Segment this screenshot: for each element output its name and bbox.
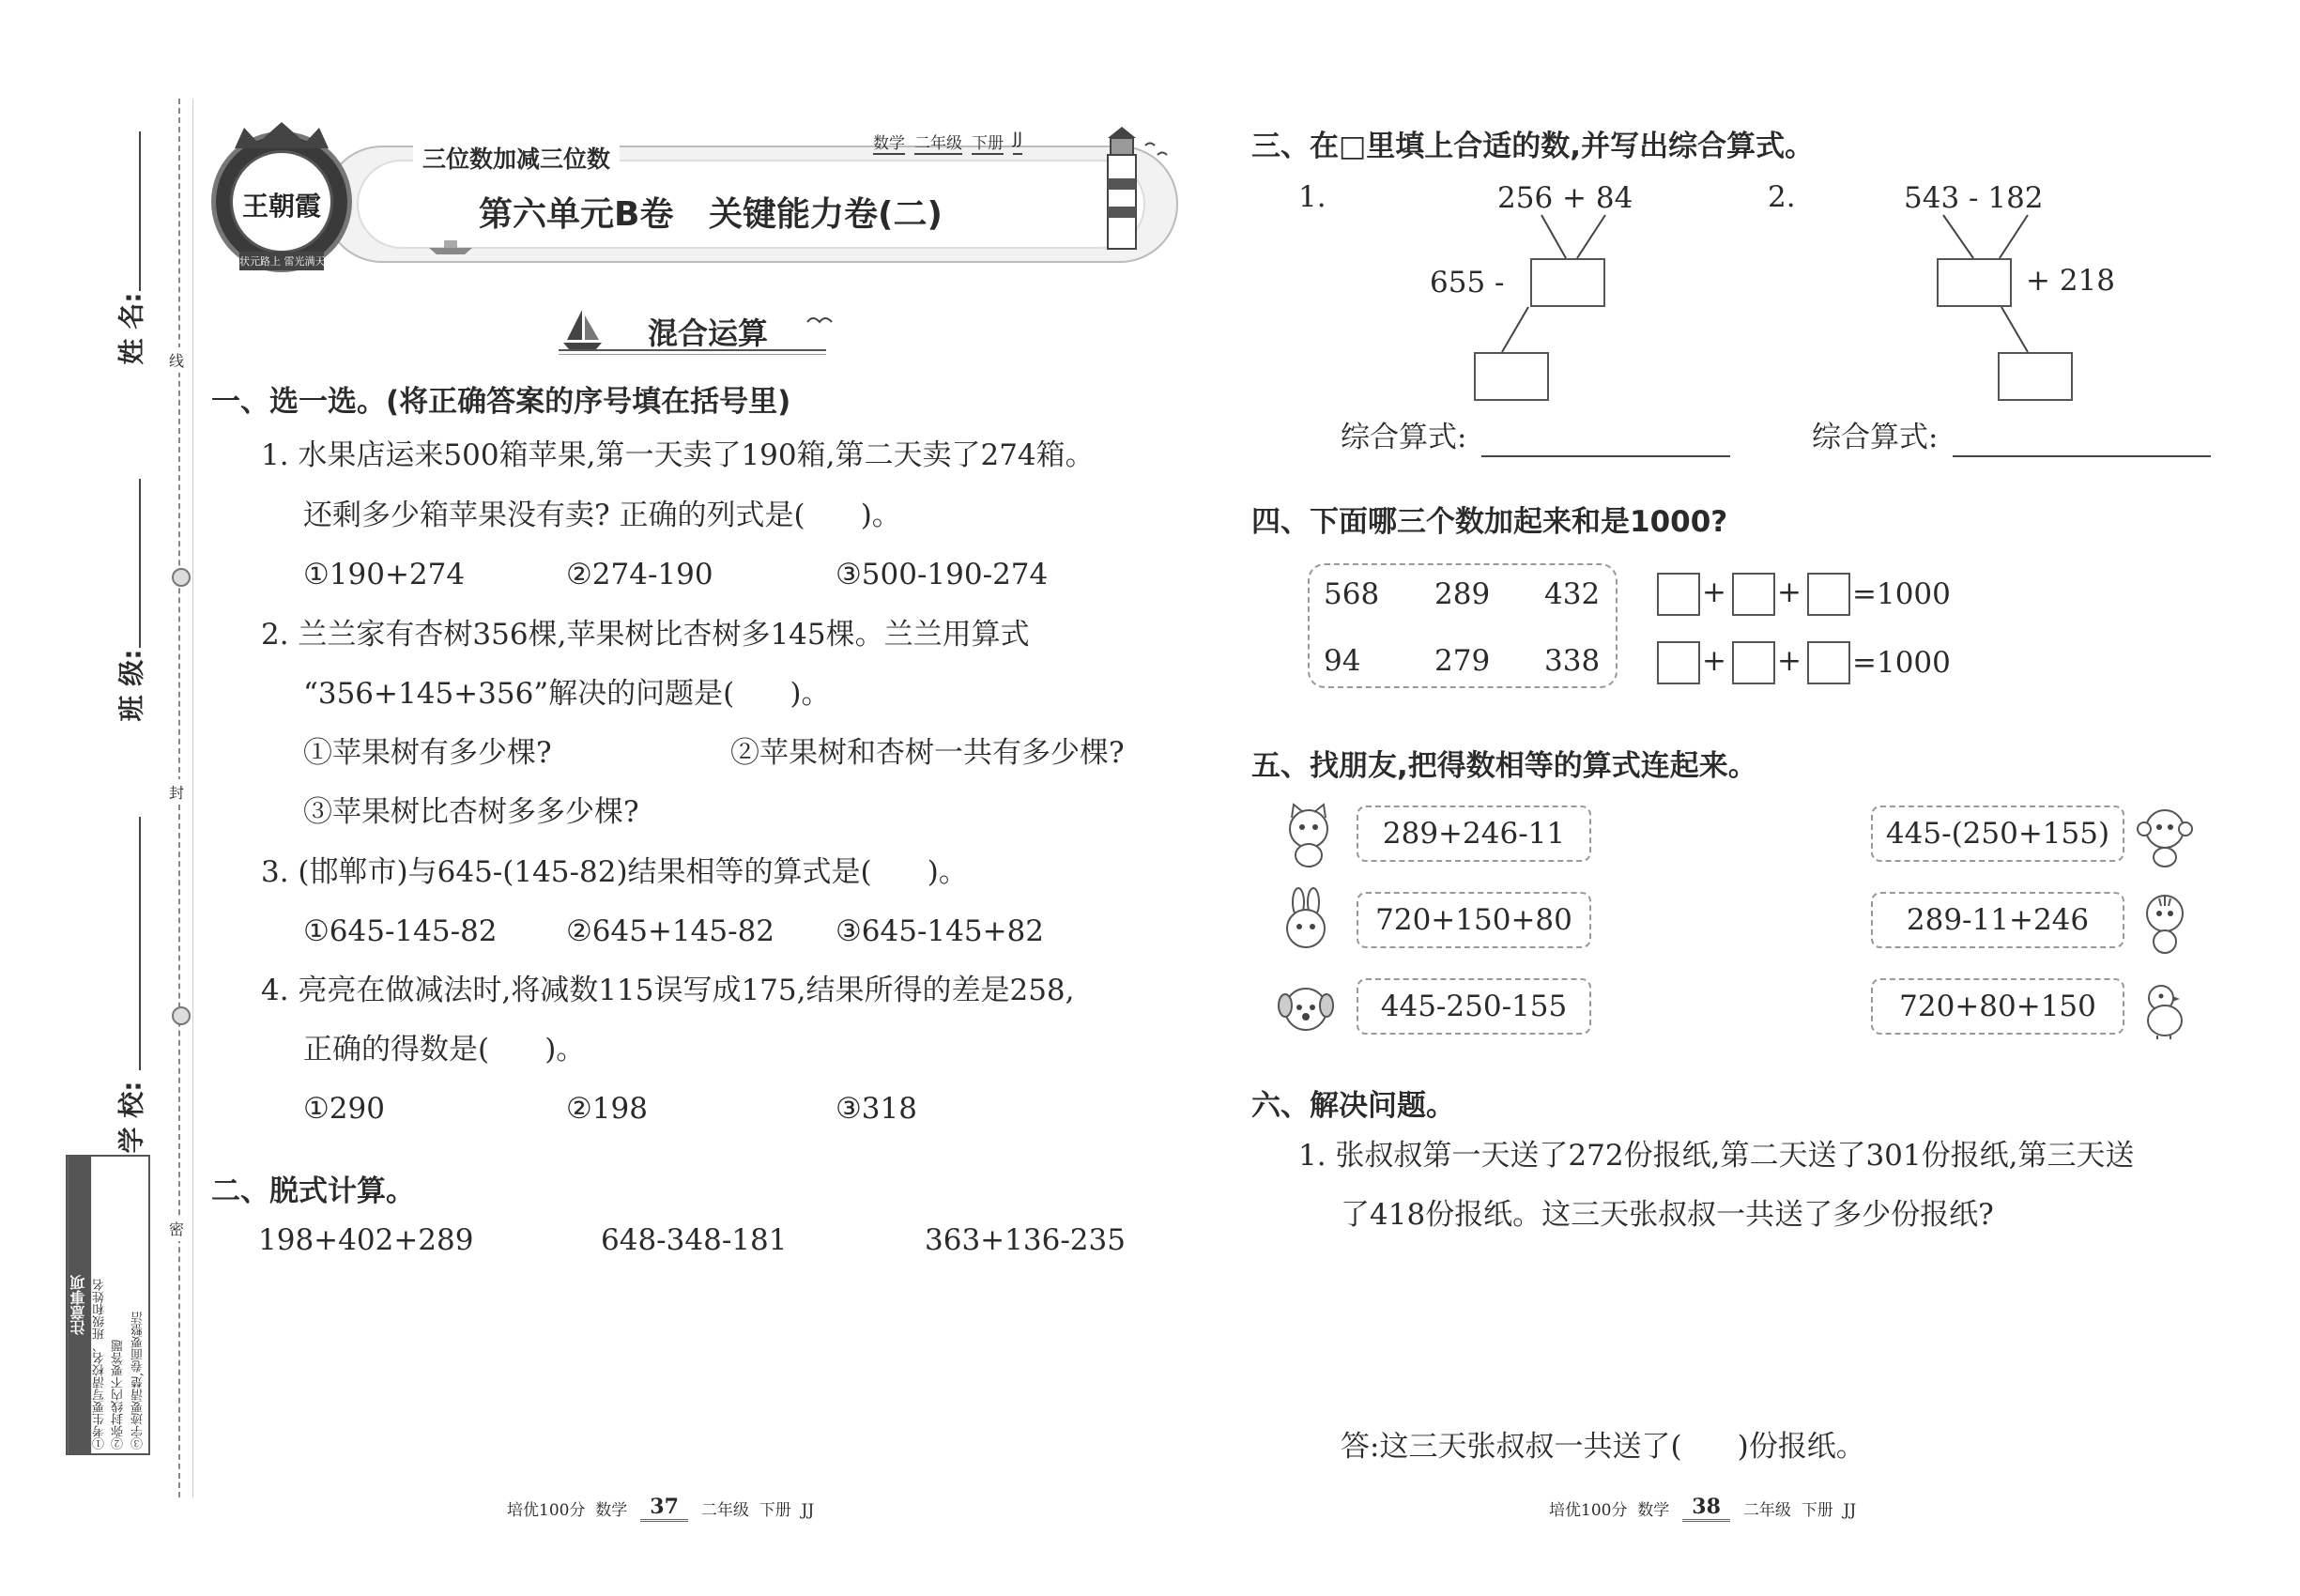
eq1-plus-1: + bbox=[1702, 575, 1726, 609]
p3-box-1b[interactable] bbox=[1474, 352, 1549, 401]
unit-topic: 三位数加减三位数 bbox=[413, 141, 620, 175]
q2-option-3[interactable]: ③苹果树比杏树多多少棵? bbox=[303, 795, 639, 829]
section-banner: 混合运算 bbox=[648, 315, 769, 351]
calc-expr-1[interactable]: 198+402+289 bbox=[258, 1223, 474, 1257]
lighthouse-icon bbox=[1075, 127, 1188, 258]
eq1-box-1[interactable] bbox=[1657, 573, 1700, 616]
monkey-icon bbox=[2131, 801, 2199, 868]
eq1-plus-2: + bbox=[1777, 575, 1802, 609]
footer-left-text2: 二年级 下册 JJ bbox=[700, 1501, 815, 1520]
logo-crown-icon bbox=[230, 120, 333, 150]
notice-item-3: ③字迹要清楚,卷面要整洁 bbox=[130, 1311, 146, 1450]
school-label: 学 校: bbox=[115, 1081, 147, 1154]
subject-tags bbox=[873, 130, 1022, 155]
p3-formula-label-1: 综合算式: bbox=[1341, 421, 1467, 454]
tag-volume: 下册 bbox=[972, 130, 1004, 155]
tag-subject: 数学 bbox=[873, 130, 905, 155]
name-blank[interactable] bbox=[139, 131, 141, 291]
q1-option-1[interactable]: ①190+274 bbox=[303, 558, 466, 591]
q1-option-3[interactable]: ③500-190-274 bbox=[836, 558, 1049, 591]
rabbit-icon bbox=[1272, 887, 1340, 955]
footer-right-text1: 培优100分 数学 bbox=[1549, 1501, 1670, 1520]
q4-line1: 4. 亮亮在做减法时,将减数115误写成175,结果所得的差是258, bbox=[261, 974, 1075, 1007]
part1-heading: 一、选一选。(将正确答案的序号填在括号里) bbox=[211, 385, 791, 419]
q1-option-2[interactable]: ②274-190 bbox=[566, 558, 713, 591]
q1-line1: 1. 水果店运来500箱苹果,第一天卖了190箱,第二天卖了274箱。 bbox=[261, 438, 1095, 472]
bird-icon bbox=[805, 313, 834, 328]
match-left-2[interactable]: 720+150+80 bbox=[1357, 892, 1591, 948]
tag-edition: JJ bbox=[1013, 130, 1022, 155]
q2-line2[interactable]: “356+145+356”解决的问题是( )。 bbox=[303, 677, 831, 711]
binding-divider bbox=[192, 99, 193, 1497]
eq2-plus-1: + bbox=[1702, 644, 1726, 678]
footer-left-page: 37 bbox=[640, 1495, 688, 1522]
p3-box-1a[interactable] bbox=[1530, 258, 1605, 307]
pool-number-4[interactable]: 94 bbox=[1324, 644, 1361, 678]
q3-option-1[interactable]: ①645-145-82 bbox=[303, 914, 498, 948]
eq2-result: =1000 bbox=[1852, 646, 1951, 680]
p3-box-2b[interactable] bbox=[1998, 352, 2073, 401]
pool-number-2[interactable]: 289 bbox=[1434, 577, 1491, 611]
match-right-1[interactable]: 445-(250+155) bbox=[1871, 806, 2124, 862]
p6-q1-line1: 1. 张叔叔第一天送了272份报纸,第二天送了301份报纸,第三天送 bbox=[1298, 1139, 2135, 1173]
class-label: 班 级: bbox=[115, 649, 147, 722]
p3-formula-label-2: 综合算式: bbox=[1812, 421, 1939, 454]
sailboat-icon bbox=[561, 308, 604, 350]
boat-icon bbox=[427, 237, 474, 255]
q2-line1: 2. 兰兰家有杏树356棵,苹果树比杏树多145棵。兰兰用算式 bbox=[261, 618, 1030, 652]
pool-number-3[interactable]: 432 bbox=[1544, 577, 1601, 611]
eq2-box-1[interactable] bbox=[1657, 641, 1700, 684]
eq1-box-3[interactable] bbox=[1807, 573, 1850, 616]
notice-box bbox=[66, 1155, 150, 1455]
footer-right bbox=[1549, 1495, 1856, 1522]
q3-option-2[interactable]: ②645+145-82 bbox=[566, 914, 775, 948]
eq1-box-2[interactable] bbox=[1732, 573, 1775, 616]
chick-icon bbox=[2131, 974, 2199, 1041]
notice-item-2: ②弥封线内不要答题 bbox=[112, 1340, 127, 1450]
q4-line2[interactable]: 正确的得数是( )。 bbox=[303, 1033, 586, 1067]
notice-item-1: ①考生要写清校名、班级和姓名 bbox=[93, 1279, 108, 1450]
tiger-icon bbox=[2131, 887, 2199, 955]
p3-box-2a[interactable] bbox=[1937, 258, 2012, 307]
logo-text: 王朝霞 bbox=[241, 191, 321, 222]
binding-mark-seal: 封 bbox=[169, 779, 184, 805]
q1-line2[interactable]: 还剩多少箱苹果没有卖? 正确的列式是( )。 bbox=[303, 499, 901, 532]
p6-q1-line2: 了418份报纸。这三天张叔叔一共送了多少份报纸? bbox=[1341, 1198, 1994, 1232]
cat-icon bbox=[1275, 801, 1342, 868]
footer-right-text2: 二年级 下册 JJ bbox=[1742, 1501, 1857, 1520]
part6-heading: 六、解决问题。 bbox=[1251, 1089, 1455, 1123]
p3-left-1: 655 - bbox=[1430, 266, 1505, 299]
match-right-3[interactable]: 720+80+150 bbox=[1871, 978, 2124, 1035]
p3-formula-line-2[interactable] bbox=[1953, 455, 2211, 457]
tag-grade: 二年级 bbox=[914, 130, 962, 155]
p3-num-1: 1. bbox=[1298, 180, 1326, 214]
part5-heading: 五、找朋友,把得数相等的算式连起来。 bbox=[1251, 749, 1757, 783]
calc-expr-2[interactable]: 648-348-181 bbox=[601, 1223, 788, 1257]
eq1-result: =1000 bbox=[1852, 577, 1951, 611]
p3-right-2: + 218 bbox=[2026, 264, 2115, 298]
banner-underline-2 bbox=[559, 354, 826, 355]
footer-left-text1: 培优100分 数学 bbox=[507, 1501, 628, 1520]
p3-num-2: 2. bbox=[1768, 180, 1796, 214]
school-blank[interactable] bbox=[139, 817, 141, 1070]
q4-option-3[interactable]: ③318 bbox=[836, 1092, 917, 1126]
q4-option-1[interactable]: ①290 bbox=[303, 1092, 385, 1126]
q2-option-2[interactable]: ②苹果树和杏树一共有多少棵? bbox=[730, 736, 1125, 770]
match-left-1[interactable]: 289+246-11 bbox=[1357, 806, 1591, 862]
p3-top-1: 256 + 84 bbox=[1497, 181, 1633, 215]
binding-hole-1 bbox=[172, 568, 191, 587]
binding-hole-2 bbox=[172, 1006, 191, 1025]
part4-heading: 四、下面哪三个数加起来和是1000? bbox=[1251, 505, 1728, 539]
footer-left bbox=[507, 1495, 814, 1522]
p3-top-2: 543 - 182 bbox=[1904, 181, 2044, 215]
part2-heading: 二、脱式计算。 bbox=[211, 1174, 415, 1208]
part3-heading: 三、在□里填上合适的数,并写出综合算式。 bbox=[1251, 130, 1815, 163]
name-label: 姓 名: bbox=[115, 292, 147, 365]
class-blank[interactable] bbox=[139, 479, 141, 648]
pool-number-6[interactable]: 338 bbox=[1544, 644, 1601, 678]
notice-title: 注意事项 bbox=[68, 1157, 91, 1453]
eq2-box-2[interactable] bbox=[1732, 641, 1775, 684]
banner-underline bbox=[559, 349, 826, 351]
match-right-2[interactable]: 289-11+246 bbox=[1871, 892, 2124, 948]
binding-mark-line: 线 bbox=[169, 347, 184, 373]
q2-option-1[interactable]: ①苹果树有多少棵? bbox=[303, 736, 552, 770]
q3-line1[interactable]: 3. (邯郸市)与645-(145-82)结果相等的算式是( )。 bbox=[261, 855, 968, 889]
match-left-3[interactable]: 445-250-155 bbox=[1357, 978, 1591, 1035]
p6-answer[interactable]: 答:这三天张叔叔一共送了( )份报纸。 bbox=[1341, 1430, 1865, 1464]
binding-mark-secret: 密 bbox=[169, 1216, 184, 1241]
q4-option-2[interactable]: ②198 bbox=[566, 1092, 648, 1126]
pool-number-5[interactable]: 279 bbox=[1434, 644, 1491, 678]
footer-right-page: 38 bbox=[1682, 1495, 1730, 1522]
dog-icon bbox=[1272, 974, 1340, 1041]
eq2-plus-2: + bbox=[1777, 644, 1802, 678]
eq2-box-3[interactable] bbox=[1807, 641, 1850, 684]
page-title: 第六单元B卷 关键能力卷(二) bbox=[479, 195, 943, 234]
pool-number-1[interactable]: 568 bbox=[1324, 577, 1380, 611]
calc-expr-3[interactable]: 363+136-235 bbox=[925, 1223, 1126, 1257]
q3-option-3[interactable]: ③645-145+82 bbox=[836, 914, 1045, 948]
p3-formula-line-1[interactable] bbox=[1481, 455, 1730, 457]
logo-ribbon: 状元路上 雷光满天 bbox=[239, 252, 324, 270]
